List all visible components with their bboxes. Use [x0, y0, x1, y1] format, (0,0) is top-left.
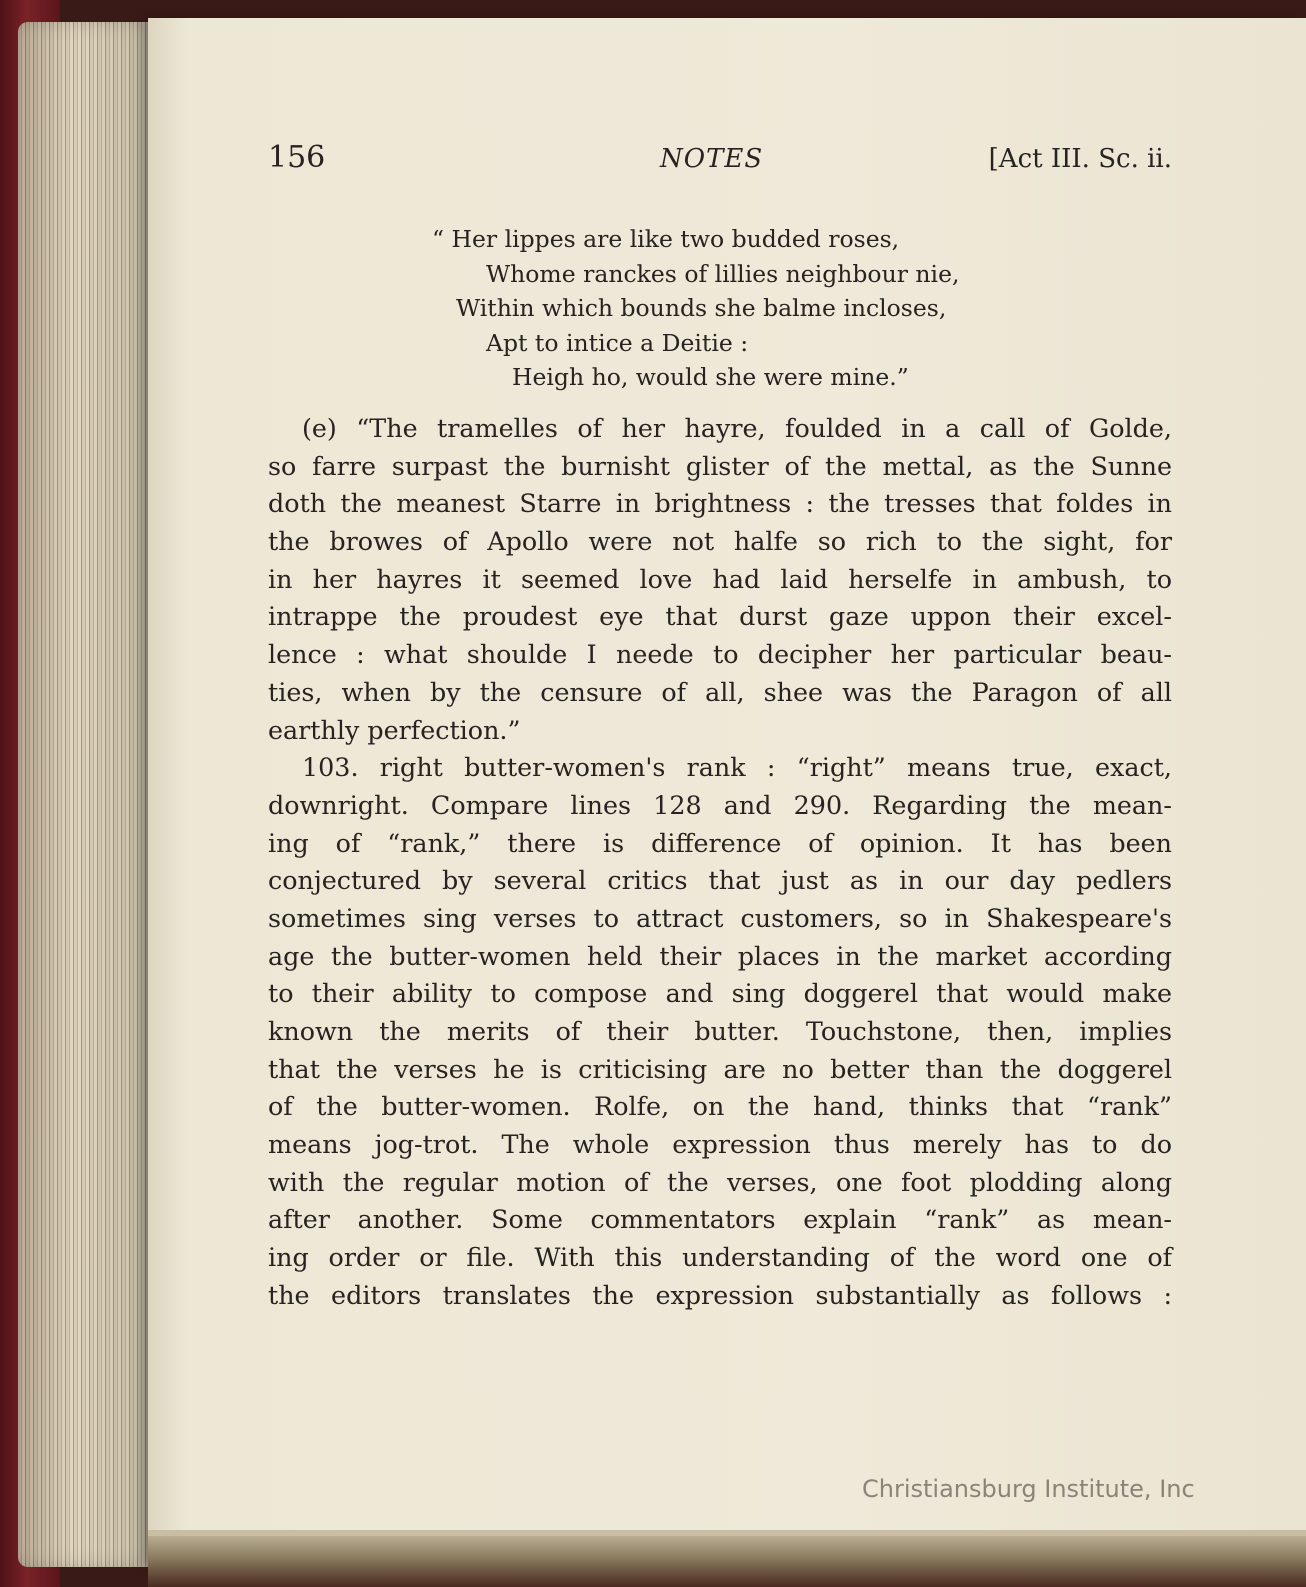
verse-line: Within which bounds she balme incloses, [456, 294, 947, 322]
body-line: intrappe the proudest eye that durst gaze uppon their excel- [268, 601, 1172, 632]
body-line: (e) “The tramelles of her hayre, foulded in a call of Golde, [302, 413, 1172, 443]
running-head: NOTES [660, 144, 764, 174]
verse-line: “ Her lippes are like two budded roses, [432, 225, 900, 253]
body-line: ing of “rank,” there is difference of opinion. It has been [268, 827, 1172, 858]
body-line: conjectured by several critics that just as in our day pedlers [268, 865, 1172, 896]
body-line: the editors translates the expression substantially as follows : [268, 1279, 1172, 1310]
body-line: downright. Compare lines 128 and 290. Regarding the mean- [268, 789, 1172, 820]
page-header [268, 140, 1172, 184]
body-line: with the regular motion of the verses, one foot plodding along [268, 1166, 1172, 1197]
body-line: of the butter-women. Rolfe, on the hand, thinks that “rank” [268, 1091, 1172, 1122]
body-line: to their ability to compose and sing doggerel that would make [268, 978, 1172, 1009]
verse-line: Whome ranckes of lillies neighbour nie, [486, 259, 960, 288]
body-line: so farre surpast the burnisht glister of the mettal, as the Sunne [268, 450, 1172, 481]
body-line: the browes of Apollo were not halfe so rich to the sight, for [268, 526, 1172, 557]
body-line: in her hayres it seemed love had laid herselfe in ambush, to [268, 563, 1172, 594]
verse-line: Heigh ho, would she were mine.” [512, 363, 909, 391]
body-line: that the verses he is criticising are no better than the doggerel [268, 1053, 1172, 1084]
body-line: ties, when by the censure of all, shee was the Paragon of all [268, 676, 1172, 707]
body-line: earthly perfection.” [268, 714, 521, 745]
page-edges [18, 22, 158, 1567]
body-line: 103. right butter-women's rank : “right” means true, exact, [302, 752, 1172, 783]
body-line: age the butter-women held their places in the market according [268, 940, 1172, 971]
body-line: ing order or file. With this understanding of the word one of [268, 1242, 1172, 1273]
verse-line: Apt to intice a Deitie : [486, 328, 749, 357]
page-number: 156 [268, 140, 326, 175]
watermark-text: Christiansburg Institute, Inc [862, 1475, 1195, 1503]
body-line: means jog-trot. The whole expression thus merely has to do [268, 1129, 1172, 1160]
body-line: doth the meanest Starre in brightness : the tresses that foldes in [268, 488, 1172, 519]
body-line: after another. Some commentators explain “rank” as mean- [268, 1204, 1172, 1235]
body-text [268, 410, 1172, 1315]
quoted-verse [432, 222, 1052, 395]
act-reference: [Act III. Sc. ii. [988, 144, 1172, 174]
body-line: lence : what shoulde I neede to decipher her particular beau- [268, 639, 1172, 670]
body-line: known the merits of their butter. Touchstone, then, implies [268, 1016, 1172, 1046]
page-bottom-shadow [148, 1536, 1306, 1587]
body-line: sometimes sing verses to attract customers, so in Shakespeare's [268, 902, 1172, 933]
